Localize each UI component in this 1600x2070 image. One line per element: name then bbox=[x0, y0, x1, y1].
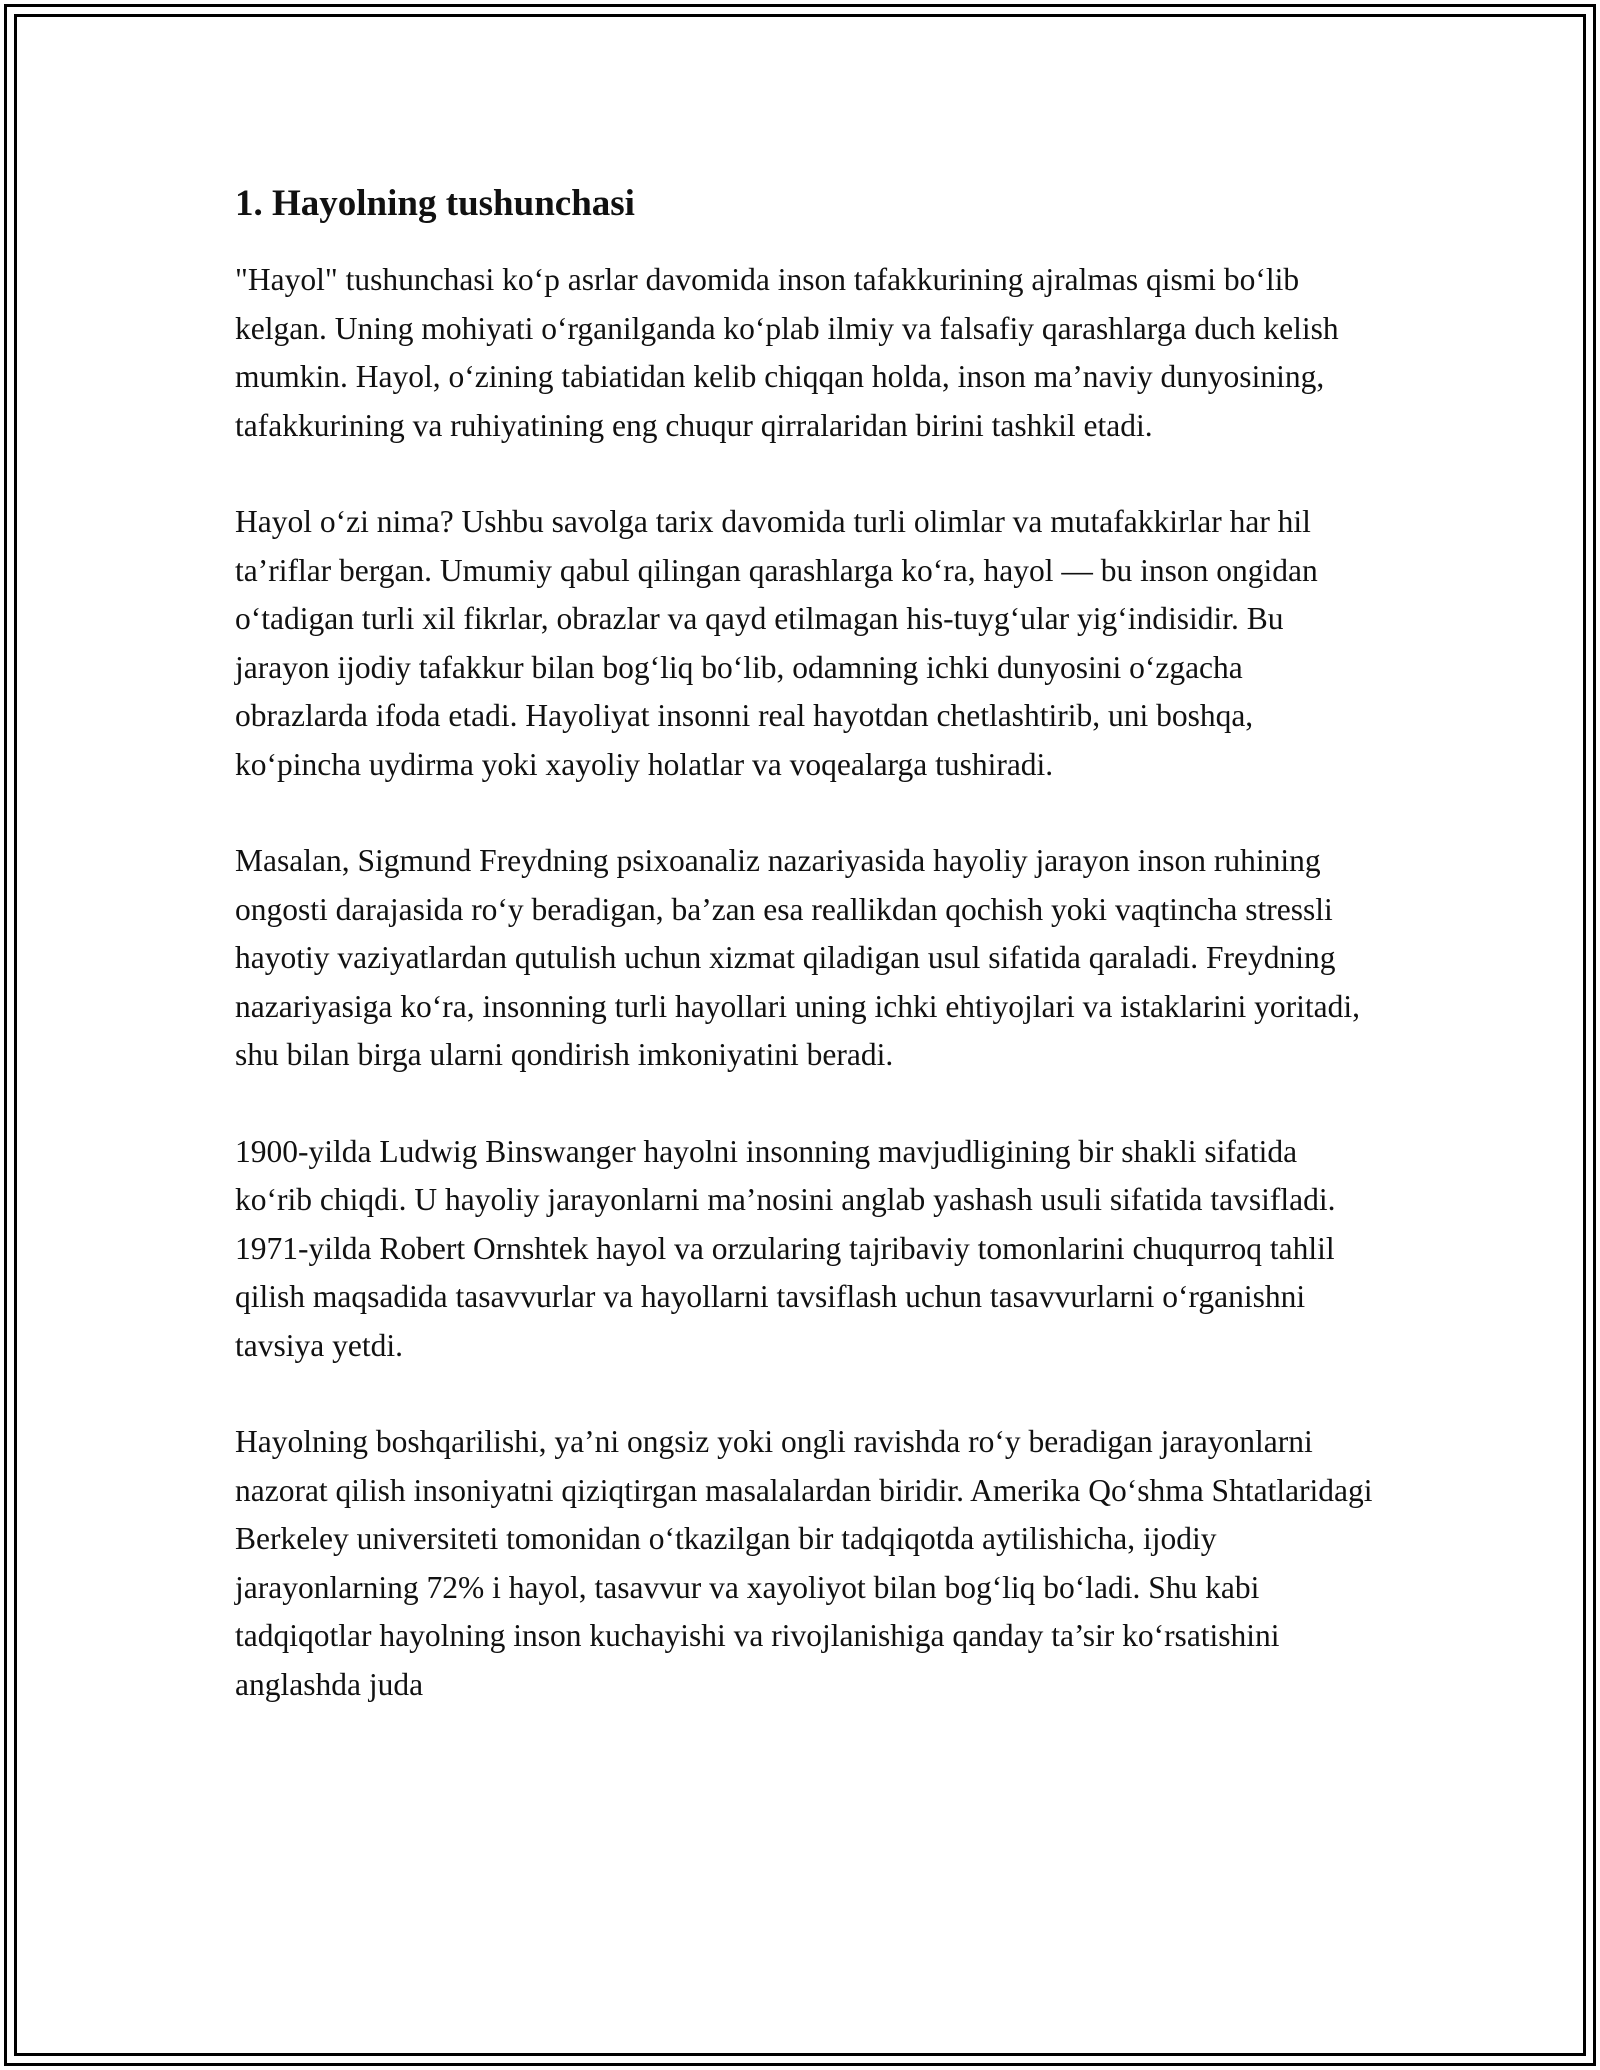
paragraph-5: Hayolning boshqarilishi, ya’ni ongsiz yoki ongli ravishda ro‘y beradigan jarayonlarni nazorat qilish insoniyatni qiziqtirgan masalalardan biridir. Amerika Qo‘shma Shtatlaridagi Berkeley universiteti tomonidan o‘tkazilgan bir tadqiqotda aytilishicha, ijodiy jarayonlarning 72% i hayol, tasavvur va xayoliyot bilan bog‘liq bo‘ladi. Shu kabi tadqiqotlar hayolning inson kuchayishi va rivojlanishiga qanday ta’sir ko‘rsatishini anglashda juda bbox=[235, 1424, 1373, 1702]
paragraph-4: 1900-yilda Ludwig Binswanger hayolni insonning mavjudligining bir shakli sifatida ko‘rib chiqdi. U hayoliy jarayonlarni ma’nosini anglab yashash usuli sifatida tavsifladi. 1971-yilda Robert Ornshtek hayol va orzularing tajribaviy tomonlarini chuqurroq tahlil qilish maqsadida tasavvurlar va hayollarni tavsiflash uchun tasavvurlarni o‘rganishni tavsiya yetdi. bbox=[235, 1133, 1336, 1363]
paragraph-2: Hayol o‘zi nima? Ushbu savolga tarix davomida turli olimlar va mutafakkirlar har hil ta’riflar bergan. Umumiy qabul qilingan qarashlarga ko‘ra, hayol — bu inson ongidan o‘tadigan turli xil fikrlar, obrazlar va qayd etilmagan his-tuyg‘ular yig‘indisidir. Bu jarayon ijodiy tafakkur bilan bog‘liq bo‘lib, odamning ichki dunyosini o‘zgacha obrazlarda ifoda etadi. Hayoliyat insonni real hayotdan chetlashtirib, uni boshqa, ko‘pincha uydirma yoki xayoliy holatlar va voqealarga tushiradi. bbox=[235, 504, 1318, 782]
document-body bbox=[235, 180, 1375, 1757]
paragraph-3: Masalan, Sigmund Freydning psixoanaliz nazariyasida hayoliy jarayon inson ruhining ongosti darajasida ro‘y beradigan, ba’zan esa reallikdan qochish yoki vaqtincha stressli hayotiy vaziyatlardan qutulish uchun xizmat qiladigan usul sifatida qaraladi. Freydning nazariyasiga ko‘ra, insonning turli hayollari uning ichki ehtiyojlari va istaklarini yoritadi, shu bilan birga ularni qondirish imkoniyatini beradi. bbox=[235, 843, 1360, 1073]
section-heading: 1. Hayolning tushunchasi bbox=[235, 183, 635, 224]
paragraph-1: "Hayol" tushunchasi ko‘p asrlar davomida inson tafakkurining ajralmas qismi bo‘lib kelgan. Uning mohiyati o‘rganilganda ko‘plab ilmiy va falsafiy qarashlarga duch kelish mumkin. Hayol, o‘zining tabiatidan kelib chiqqan holda, inson ma’naviy dunyosining, tafakkurining va ruhiyatining eng chuqur qirralaridan birini tashkil etadi. bbox=[235, 262, 1339, 443]
